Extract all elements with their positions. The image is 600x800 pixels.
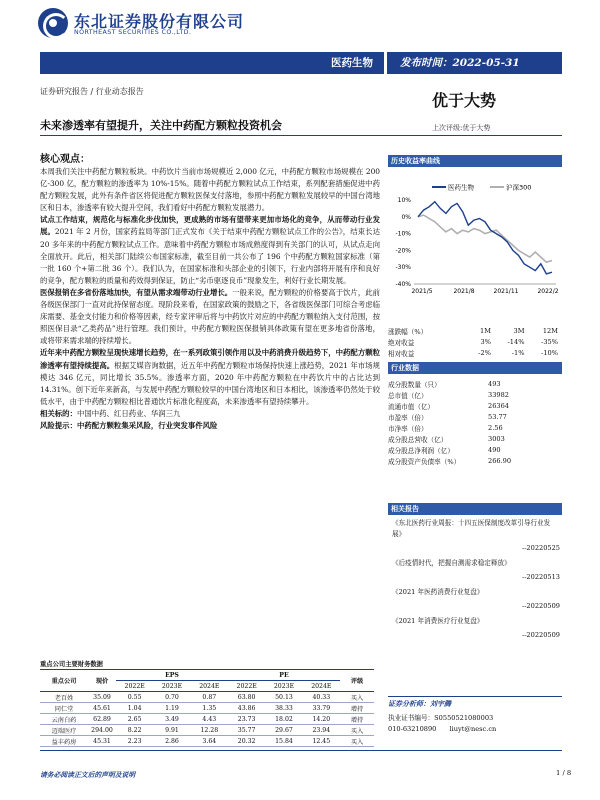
market-label: 成分股总净利润（亿） xyxy=(388,446,454,455)
fin-col-header: 2022E xyxy=(116,681,153,692)
fin-table-cell: 2.86 xyxy=(153,736,190,747)
fin-table-cell: 33.79 xyxy=(303,703,340,714)
previous-rating: 上次评级:优于大势 xyxy=(432,124,491,132)
fin-table-row xyxy=(40,714,374,725)
fin-table-cell: 云南白药 xyxy=(40,714,88,725)
fin-table-cell: 43.86 xyxy=(228,703,265,714)
paragraph-pilot-end-text: 2021 年 2 月份，国家药监局等部门正式发布《关于结束中药配方颗粒试点工作的公告》，结束长达 20 多年来的中药配方颗粒试点工作。意味着中药配方颗粒市场成熟度得到有关部门的认可，从试点走向全面放开。此后，相关部门陆续公布国家标准，截至目前一共公布了 196 个中药配方颗粒国家标准（第一批 160 个+第二批 36 个）。我们认为，在国家标准和头部企业的引领下，行业内部将开展有序和良好的竞争，配方颗粒的质量和药效得到保证，防止“劣币驱逐良币”现象发生，利好行业长期发展。 xyxy=(40,227,380,285)
market-row xyxy=(388,411,562,422)
returns-table-header xyxy=(388,325,558,336)
market-label: 成分股资产负债率（%） xyxy=(388,457,461,466)
fin-table-cell: 45.31 xyxy=(88,736,116,747)
paragraph-pilot-end xyxy=(40,214,380,287)
fin-table xyxy=(40,669,374,747)
core-view-heading: 核心观点： xyxy=(40,154,90,165)
fin-table-cell: 9.91 xyxy=(153,725,190,736)
fin-table-cell: 3.49 xyxy=(153,714,190,725)
fin-table-cell: 2.65 xyxy=(116,714,153,725)
market-label: 成分股数量（只） xyxy=(388,380,441,389)
market-row xyxy=(388,433,562,444)
fin-table-row xyxy=(40,736,374,747)
chart-legend-label-1: 沪深300 xyxy=(506,183,532,192)
fin-table-cell: 买入 xyxy=(340,692,374,703)
chart-x-tick-label: 2021/5 xyxy=(411,288,433,295)
market-value: 3003 xyxy=(488,434,505,443)
analyst-contact[interactable]: 010-63210890 liuyt@nesc.cn xyxy=(388,725,497,733)
page-title: 未来渗透率有望提升，关注中药配方颗粒投资机会 xyxy=(40,119,282,132)
paragraph-growth-text: 根据艾媒咨询数据，近五年中药配方颗粒市场保持快速上涨趋势，2021 年市场规模达 346 亿元，同比增长 35.5%。渗透率方面，2020 年中药配方颗粒在中药饮片中的占比达到 14.31%。创下近年来新高，与发展中药配方颗粒较早的中国台湾地区和日本相比，该渗透率仍然处于较低水平，由于中药配方颗粒相比普通饮片标准化程度高，未来渗透率有望持续攀升。 xyxy=(40,360,380,406)
returns-header-cell: 12M xyxy=(542,326,558,335)
market-row xyxy=(388,422,562,433)
paragraph-overview: 本周我们关注中药配方颗粒板块。中药饮片当前市场规模近 2,000 亿元，中药配方颗粒市场规模在 200 亿-300 亿，配方颗粒的渗透率为 10%-15%。随着中药配方颗粒试点工作结束，系列配套措施促进中药配方颗粒发展，此外有条件省区将促进配方颗粒医保支付落地，参照中药配方颗粒发展较早的中国台湾地区和日本，渗透率有较大提升空间，我们看好中药配方颗粒发展潜力。 xyxy=(40,167,380,213)
fin-table-cell: 50.13 xyxy=(265,692,302,703)
related-report-link[interactable]: 《后疫情时代，把握自测需求稳定释放》 xyxy=(392,559,511,567)
fin-table-cell: 增持 xyxy=(340,714,374,725)
market-row xyxy=(388,444,562,455)
related-targets-value: 中国中药、红日药业、华润三九 xyxy=(76,408,181,418)
fin-table-cell: 15.84 xyxy=(265,736,302,747)
fin-table-row xyxy=(40,703,374,714)
fin-table-cell: 23.73 xyxy=(228,714,265,725)
market-row xyxy=(388,455,562,466)
returns-header-cell: 涨跌幅（%） xyxy=(388,327,428,336)
fin-table-group-header xyxy=(40,670,374,681)
chart-y-tick-label: -10% xyxy=(395,230,411,238)
fin-table-cell: 迈瑞医疗 xyxy=(40,725,88,736)
market-value: 493 xyxy=(488,379,501,388)
fin-table-cell: 14.20 xyxy=(303,714,340,725)
related-report-date: --20220513 xyxy=(521,573,560,581)
fin-table-cell: 益丰药房 xyxy=(40,736,88,747)
returns-cell: 绝对收益 xyxy=(388,338,415,347)
title-divider xyxy=(40,135,562,136)
risk-warning-value: 中药配方颗粒集采风险，行业突发事件风险 xyxy=(76,420,218,430)
related-reports-list xyxy=(392,518,560,639)
chart-y-tick-label: -30% xyxy=(395,264,411,272)
chart-x-tick-label: 2021/11 xyxy=(493,288,519,295)
risk-warning xyxy=(40,420,380,432)
returns-row-absolute xyxy=(388,336,558,347)
fin-table-cell: 2.23 xyxy=(116,736,153,747)
fin-table-cell: 老百姓 xyxy=(40,692,88,703)
page-number: 1 / 8 xyxy=(556,769,572,777)
fin-table-cell: 1.35 xyxy=(191,703,228,714)
fin-col-header: 现价 xyxy=(88,670,116,692)
paragraph-insurance-text: 一般来说，配方颗粒的价格要高于饮片，此前各级医保部门一直对此持保留态度。现阶段来看，在国家政策的鼓励之下，各省级医保部门可综合考虑临床需要、基金支付能力和价格等因素，经专家评审后将与中药饮片对应的中药配方颗粒纳入支付范围，按照医保目录“乙类药品”进行管理。我们预计，中药配方颗粒医保报销具体政策有望在更多地省份落地，或将带来需求端的持续增长。 xyxy=(40,287,380,346)
fin-col-header: 2024E xyxy=(191,681,228,692)
chart-y-tick-label: 10% xyxy=(397,197,411,204)
chart-series-line xyxy=(418,202,552,274)
related-report-link[interactable]: 《东北医药行业周报：十四五医保制度改革引导行业发展》 xyxy=(392,519,551,538)
paragraph-growth-lead: 近年来中药配方颗粒呈现快速增长趋势，在一系列政策引领作用以及中药消费升级趋势下，中药配方颗粒渗透率有望持续提高。 xyxy=(40,348,380,370)
fin-table-caption: 重点公司主要财务数据 xyxy=(40,661,103,668)
fin-table-body xyxy=(40,692,374,747)
market-value: 33982 xyxy=(488,390,509,399)
related-targets xyxy=(40,408,380,420)
fin-table-cell: 买入 xyxy=(340,736,374,747)
fin-table-cell: 294.00 xyxy=(88,725,116,736)
market-label: 市净率（倍） xyxy=(388,424,428,433)
market-label: 总市值（亿） xyxy=(388,391,428,400)
fin-table-cell: 3.64 xyxy=(191,736,228,747)
market-value: 490 xyxy=(488,445,501,454)
paragraph-growth xyxy=(40,347,380,407)
fin-col-header: 2022E xyxy=(228,681,265,692)
paragraph-pilot-end-lead: 试点工作结束，规范化与标准化步伐加快，更成熟的市场有望带来更加市场化的竞争，从而带动行业发展。 xyxy=(40,215,380,237)
paragraph-insurance xyxy=(40,287,380,347)
fin-col-header: 2023E xyxy=(153,681,190,692)
related-report-date: --20220525 xyxy=(521,544,560,552)
market-value: 26364 xyxy=(488,401,509,410)
returns-line-chart xyxy=(388,170,562,300)
fin-table-cell: 45.61 xyxy=(88,703,116,714)
fin-col-header: 2023E xyxy=(265,681,302,692)
fin-table-cell: 63.80 xyxy=(228,692,265,703)
returns-cell: -2% xyxy=(478,348,491,357)
fin-table-row xyxy=(40,692,374,703)
company-name-cn: 东北证券股份有限公司 xyxy=(74,12,245,31)
footer-divider xyxy=(40,750,562,751)
chart-legend-label-0: 医药生物 xyxy=(448,183,474,192)
fin-table-cell: 20.32 xyxy=(228,736,265,747)
sector-label: 医药生物 xyxy=(331,57,373,69)
returns-row-relative xyxy=(388,347,558,358)
related-reports-header: 相关报告 xyxy=(388,503,562,515)
returns-table xyxy=(388,325,558,358)
analyst-certificate: 执业证书编号：S0550521080003 xyxy=(388,714,494,722)
main-body xyxy=(40,166,380,432)
company-logo-icon xyxy=(38,8,68,38)
market-value: 2.56 xyxy=(488,423,503,432)
returns-cell: -14% xyxy=(507,337,525,346)
fin-table-cell: 35.77 xyxy=(228,725,265,736)
fin-table-cell: 4.43 xyxy=(191,714,228,725)
fin-table-cell: 增持 xyxy=(340,703,374,714)
related-report-link[interactable]: 《2021 年医药消费行业复盘》 xyxy=(392,588,484,596)
fin-table-cell: 12.28 xyxy=(191,725,228,736)
related-report-date: --20220509 xyxy=(521,602,560,610)
fin-table-cell: 8.22 xyxy=(116,725,153,736)
fin-table-cell: 1.19 xyxy=(153,703,190,714)
market-value: 53.77 xyxy=(488,412,507,421)
banner-divider xyxy=(384,52,387,74)
market-data-table xyxy=(388,378,562,466)
fin-table-cell: 40.33 xyxy=(303,692,340,703)
fin-table-cell: 62.89 xyxy=(88,714,116,725)
chart-x-tick-label: 2021/8 xyxy=(453,288,475,295)
fin-table-cell: 29.67 xyxy=(265,725,302,736)
market-label: 成分股总营收（亿） xyxy=(388,435,448,444)
fin-table-cell: 0.70 xyxy=(153,692,190,703)
chart-y-tick-label: -20% xyxy=(395,247,411,255)
market-data-header: 行业数据 xyxy=(388,362,562,374)
related-report-link[interactable]: 《2021 年消费医疗行业复盘》 xyxy=(392,617,484,625)
breadcrumb: 证券研究报告 / 行业动态报告 xyxy=(40,87,144,96)
analyst-name: 证券分析师：刘宇腾 xyxy=(388,699,451,708)
market-value: 266.90 xyxy=(488,456,512,465)
fin-table-cell: 1.04 xyxy=(116,703,153,714)
fin-table-cell: 0.55 xyxy=(116,692,153,703)
returns-header-cell: 3M xyxy=(513,326,525,335)
fin-col-header: 2024E xyxy=(303,681,340,692)
market-label: 流通市值（亿） xyxy=(388,402,435,411)
market-row xyxy=(388,389,562,400)
paragraph-insurance-lead: 医保报销在多省份落地加快，有望从需求端带动行业增长。 xyxy=(40,287,233,297)
fin-table-cell: 12.45 xyxy=(303,736,340,747)
market-label: 市盈率（倍） xyxy=(388,413,428,422)
fin-group-header-pe: PE xyxy=(228,670,340,681)
rating: 优于大势 xyxy=(432,91,497,110)
fin-table-cell: 18.02 xyxy=(265,714,302,725)
fin-table-cell: 买入 xyxy=(340,725,374,736)
returns-cell: -35% xyxy=(541,337,558,346)
fin-group-header-eps: EPS xyxy=(116,670,228,681)
fin-col-header: 评级 xyxy=(340,670,374,692)
risk-warning-label: 风险提示： xyxy=(40,420,77,430)
fin-table-cell: 35.09 xyxy=(88,692,116,703)
market-row xyxy=(388,400,562,411)
returns-cell: -10% xyxy=(541,348,558,357)
related-targets-label: 相关标的： xyxy=(40,408,77,418)
fin-table-row xyxy=(40,725,374,736)
analyst-divider xyxy=(388,696,562,697)
related-report-date: --20220509 xyxy=(521,631,560,639)
fin-table-cell: 38.33 xyxy=(265,703,302,714)
publish-date: 发布时间：2022-05-31 xyxy=(400,57,520,69)
chart-x-tick-label: 2022/2 xyxy=(537,288,559,295)
disclaimer-note: 请务必阅读正文后的声明及说明 xyxy=(40,771,136,779)
chart-y-tick-label: -40% xyxy=(395,281,411,288)
fin-table-cell: 0.87 xyxy=(191,692,228,703)
company-name-en: NORTHEAST SECURITIES CO.,LTD. xyxy=(74,29,192,36)
chart-y-tick-label: 0% xyxy=(401,213,411,221)
fin-table-cell: 23.94 xyxy=(303,725,340,736)
history-returns-header: 历史收益率曲线 xyxy=(388,155,562,167)
returns-cell: 相对收益 xyxy=(388,349,415,358)
fin-col-header: 重点公司 xyxy=(40,670,88,692)
returns-cell: -1% xyxy=(511,348,525,357)
returns-header-cell: 1M xyxy=(480,326,491,335)
returns-cell: 3% xyxy=(480,337,491,346)
fin-table-cell: 同仁堂 xyxy=(40,703,88,714)
market-row xyxy=(388,378,562,389)
